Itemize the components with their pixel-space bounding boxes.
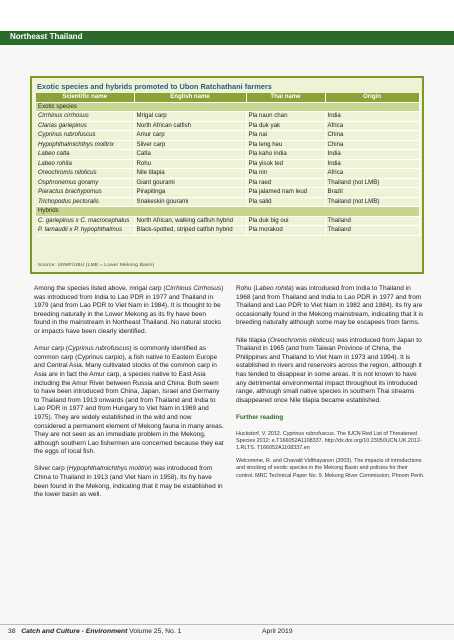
table-cell: China <box>325 131 419 141</box>
top-margin <box>0 0 454 30</box>
table-cell: Pla naun chan <box>246 112 325 122</box>
paragraph-text: ) was introduced from India to Thailand in 1968 (and from Thailand and India to Lao PDR in 1977 and from Thailand and Lao PDR to Viet Nam in 1982 and 1984). Its fry are occasionally found in the Mekong mainstream, indicating that it is breeding naturally although some may be escapees from farms. <box>236 285 424 327</box>
paragraph-text: Amur carp ( <box>34 345 68 353</box>
table-cell: Brazil <box>325 188 419 198</box>
box-title: Exotic species and hybrids promoted to Ubon Ratchathani farmers <box>37 82 272 91</box>
table-source: Source: UNMF/UBU (LMB = Lower Mekong Basin) <box>38 263 155 268</box>
table-cell: Pla raed <box>246 178 325 188</box>
group-label: Hybrids <box>36 207 419 217</box>
table-cell: Pla duk big oui <box>246 216 325 226</box>
publication-name: Catch and Culture - Environment <box>21 628 128 635</box>
table-row <box>36 226 419 236</box>
table-cell: Thailand <box>325 226 419 236</box>
table-cell: Thailand (not LMB) <box>325 197 419 207</box>
table-cell: Cyprinus rubrofuscus <box>36 131 134 141</box>
section-header-bar <box>0 31 454 45</box>
table-row <box>36 216 419 226</box>
table-cell: Pla leng heu <box>246 140 325 150</box>
table-cell: India <box>325 150 419 160</box>
table-row <box>36 121 419 131</box>
reference: Welcomme, R. and Chavalit Vidthayanon (2003). The impacts of introductions and stocking of exotic species in the Mekong Basin and policies for their control. MRC Technical Paper No. 9. Mekong River Commission, Phnom Penh. <box>236 458 425 479</box>
table-row <box>36 112 419 122</box>
table-cell: Mrigal carp <box>134 112 246 122</box>
table-cell: C. gariepinus x C. macrocephalus <box>36 216 134 226</box>
footer-rule <box>0 624 454 625</box>
column-header: Thai name <box>246 93 325 102</box>
issue-info: Volume 25, No. 1 <box>129 628 182 635</box>
exotic-species-box <box>30 76 424 274</box>
reference: Huckstorf, V. 2012. Cyprinus rubrofuscus. The IUCN Red List of Threatened Species 2012: e.T166052A1108337. http://dx.doi.org/10.2305/IUCN.UK.2012-1.RLTS. T166052A1108337.en <box>236 430 422 451</box>
section-title: Northeast Thailand <box>10 32 83 41</box>
table-cell: Pla nai <box>246 131 325 141</box>
paragraph-text: Rohu ( <box>236 285 256 292</box>
table-cell: Nile tilapia <box>134 169 246 179</box>
table-cell: China <box>325 140 419 150</box>
table-cell: India <box>325 112 419 122</box>
left-text-column <box>34 285 224 508</box>
page-number: 38 <box>8 628 16 635</box>
paragraph-text: Among the species listed above, mrigal carp ( <box>34 285 166 292</box>
paragraph-text: Nile tilapia ( <box>236 336 270 344</box>
table-row <box>36 150 419 160</box>
table-cell: Labeo catla <box>36 150 134 160</box>
table-cell: Trichopodus pectoralis <box>36 197 134 207</box>
scientific-name: Hypophthalmichthys molitrix <box>68 465 150 473</box>
table-cell: Pla morakod <box>246 226 325 236</box>
table-cell: Pla yisok ted <box>246 159 325 169</box>
table-row <box>36 188 419 198</box>
table-cell: Pla kaho india <box>246 150 325 160</box>
table-cell: Africa <box>325 169 419 179</box>
table-cell: Piaractus brachypomus <box>36 188 134 198</box>
scientific-name: Cyprinus rubrofuscus <box>67 345 130 353</box>
column-header: Origin <box>325 93 419 102</box>
table-cell: North African catfish <box>134 121 246 131</box>
paragraph-text: ) was introduced from China to Thailand in 1913 (and Viet Nam in 1958). Its fry have been found in the Mekong, indicating that it may be established in the lower basin as well. <box>34 465 223 499</box>
table-row <box>36 131 419 141</box>
further-reading-heading: Further reading <box>236 413 284 421</box>
table-cell: Thailand (not LMB) <box>325 178 419 188</box>
table-body <box>36 102 419 235</box>
table-cell: Black-spotted, striped catfish hybrid <box>134 226 246 236</box>
body-paragraph <box>34 285 224 337</box>
table-cell: Cirrhinus cirrhosus <box>36 112 134 122</box>
table-row <box>36 140 419 150</box>
table-cell: Pla salid <box>246 197 325 207</box>
table-cell: Hypophthalmichthys molitrix <box>36 140 134 150</box>
issue-date: April 2019 <box>262 628 293 635</box>
table-cell: Amur carp <box>134 131 246 141</box>
table-cell: Labeo rohita <box>36 159 134 169</box>
body-paragraph <box>236 337 426 406</box>
body-paragraph <box>236 285 426 328</box>
body-paragraph <box>34 345 224 457</box>
table-header-row <box>36 93 419 102</box>
table-cell: Rohu <box>134 159 246 169</box>
table-row <box>36 169 419 179</box>
table-cell: Oreochromis niloticus <box>36 169 134 179</box>
scientific-name: Cirrhinus Cirrhosus <box>165 285 222 292</box>
table-row <box>36 178 419 188</box>
scientific-name: Labeo rohita <box>255 285 292 292</box>
paragraph-text: ) is commonly identified as common carp (Cyprinus carpio), a fish native to Eastern Europe and Central Asia. Many cultivated stocks of the common carp in Asia are in fact the Amur carp, a species native to East Asia including the Amur River between Russia and China. Both seem to have been introduced from China, Japan, Israel and Germany to Thailand from 1913 onwards (and from Thailand and India to Lao PDR in 1977 and from Hungary to Viet Nam in 1969 and 1975). They are widely established in the wild and now considered a permanent element of Mekong fauna in many areas. They are not seen as an immediate problem in the Mekong, although southern Lao fishermen are concerned because they eat the eggs of local fish. <box>34 345 224 456</box>
table-cell: Catla <box>134 150 246 160</box>
table-cell: Clarias gariepinus <box>36 121 134 131</box>
table-cell: Silver carp <box>134 140 246 150</box>
table-row <box>36 159 419 169</box>
table-cell: Pla jalamed nam leud <box>246 188 325 198</box>
table-cell: P. larnaudii x P. hypophthalmus <box>36 226 134 236</box>
column-header: Scientific name <box>36 93 134 102</box>
table-cell: Pla duk yak <box>246 121 325 131</box>
table-cell: North African, walking catfish hybrid <box>134 216 246 226</box>
column-header: English name <box>134 93 246 102</box>
scientific-name: Oreochromis niloticus <box>269 336 333 344</box>
page-footer <box>8 628 181 635</box>
right-text-column <box>236 285 426 486</box>
table-cell: Africa <box>325 121 419 131</box>
species-table <box>36 93 420 236</box>
paragraph-text: Silver carp ( <box>34 465 69 473</box>
paragraph-text: ) was introduced from India to Lao PDR in 1977 and Thailand in 1979 (and from Lao PDR to Viet Nam in 1984). It is thought to be breeding naturally in the Lower Mekong as its fry have been found in the mainstream in Northeast Thailand. No natural stocks or impacts have been clearly identified. <box>34 285 224 335</box>
table-cell: Pirapitinga <box>134 188 246 198</box>
table-cell: Pla nin <box>246 169 325 179</box>
right-paragraphs <box>236 285 426 405</box>
table-cell: Thailand <box>325 216 419 226</box>
table-row <box>36 197 419 207</box>
body-paragraph <box>34 465 224 499</box>
table-group-row <box>36 207 419 217</box>
table-cell: Osphronemus goramy <box>36 178 134 188</box>
table-cell: Snakeskin gourami <box>134 197 246 207</box>
group-label: Exotic species <box>36 102 419 112</box>
table-group-row <box>36 102 419 112</box>
table-cell: India <box>325 159 419 169</box>
paragraph-text: ) was introduced from Japan to Thailand in 1965 (and from Taiwan Province of China, the Philippines and Thailand to Viet Nam in 1973 and 1994). It is established in rivers and reservoirs across the region, although it has tended to disappear in some areas. It is not known to have any detrimental environmental impact throughout its introduced range, although small native species in southern Thai streams disappeared once Nile tilapia became established. <box>236 336 422 404</box>
table-cell: Giant gourami <box>134 178 246 188</box>
